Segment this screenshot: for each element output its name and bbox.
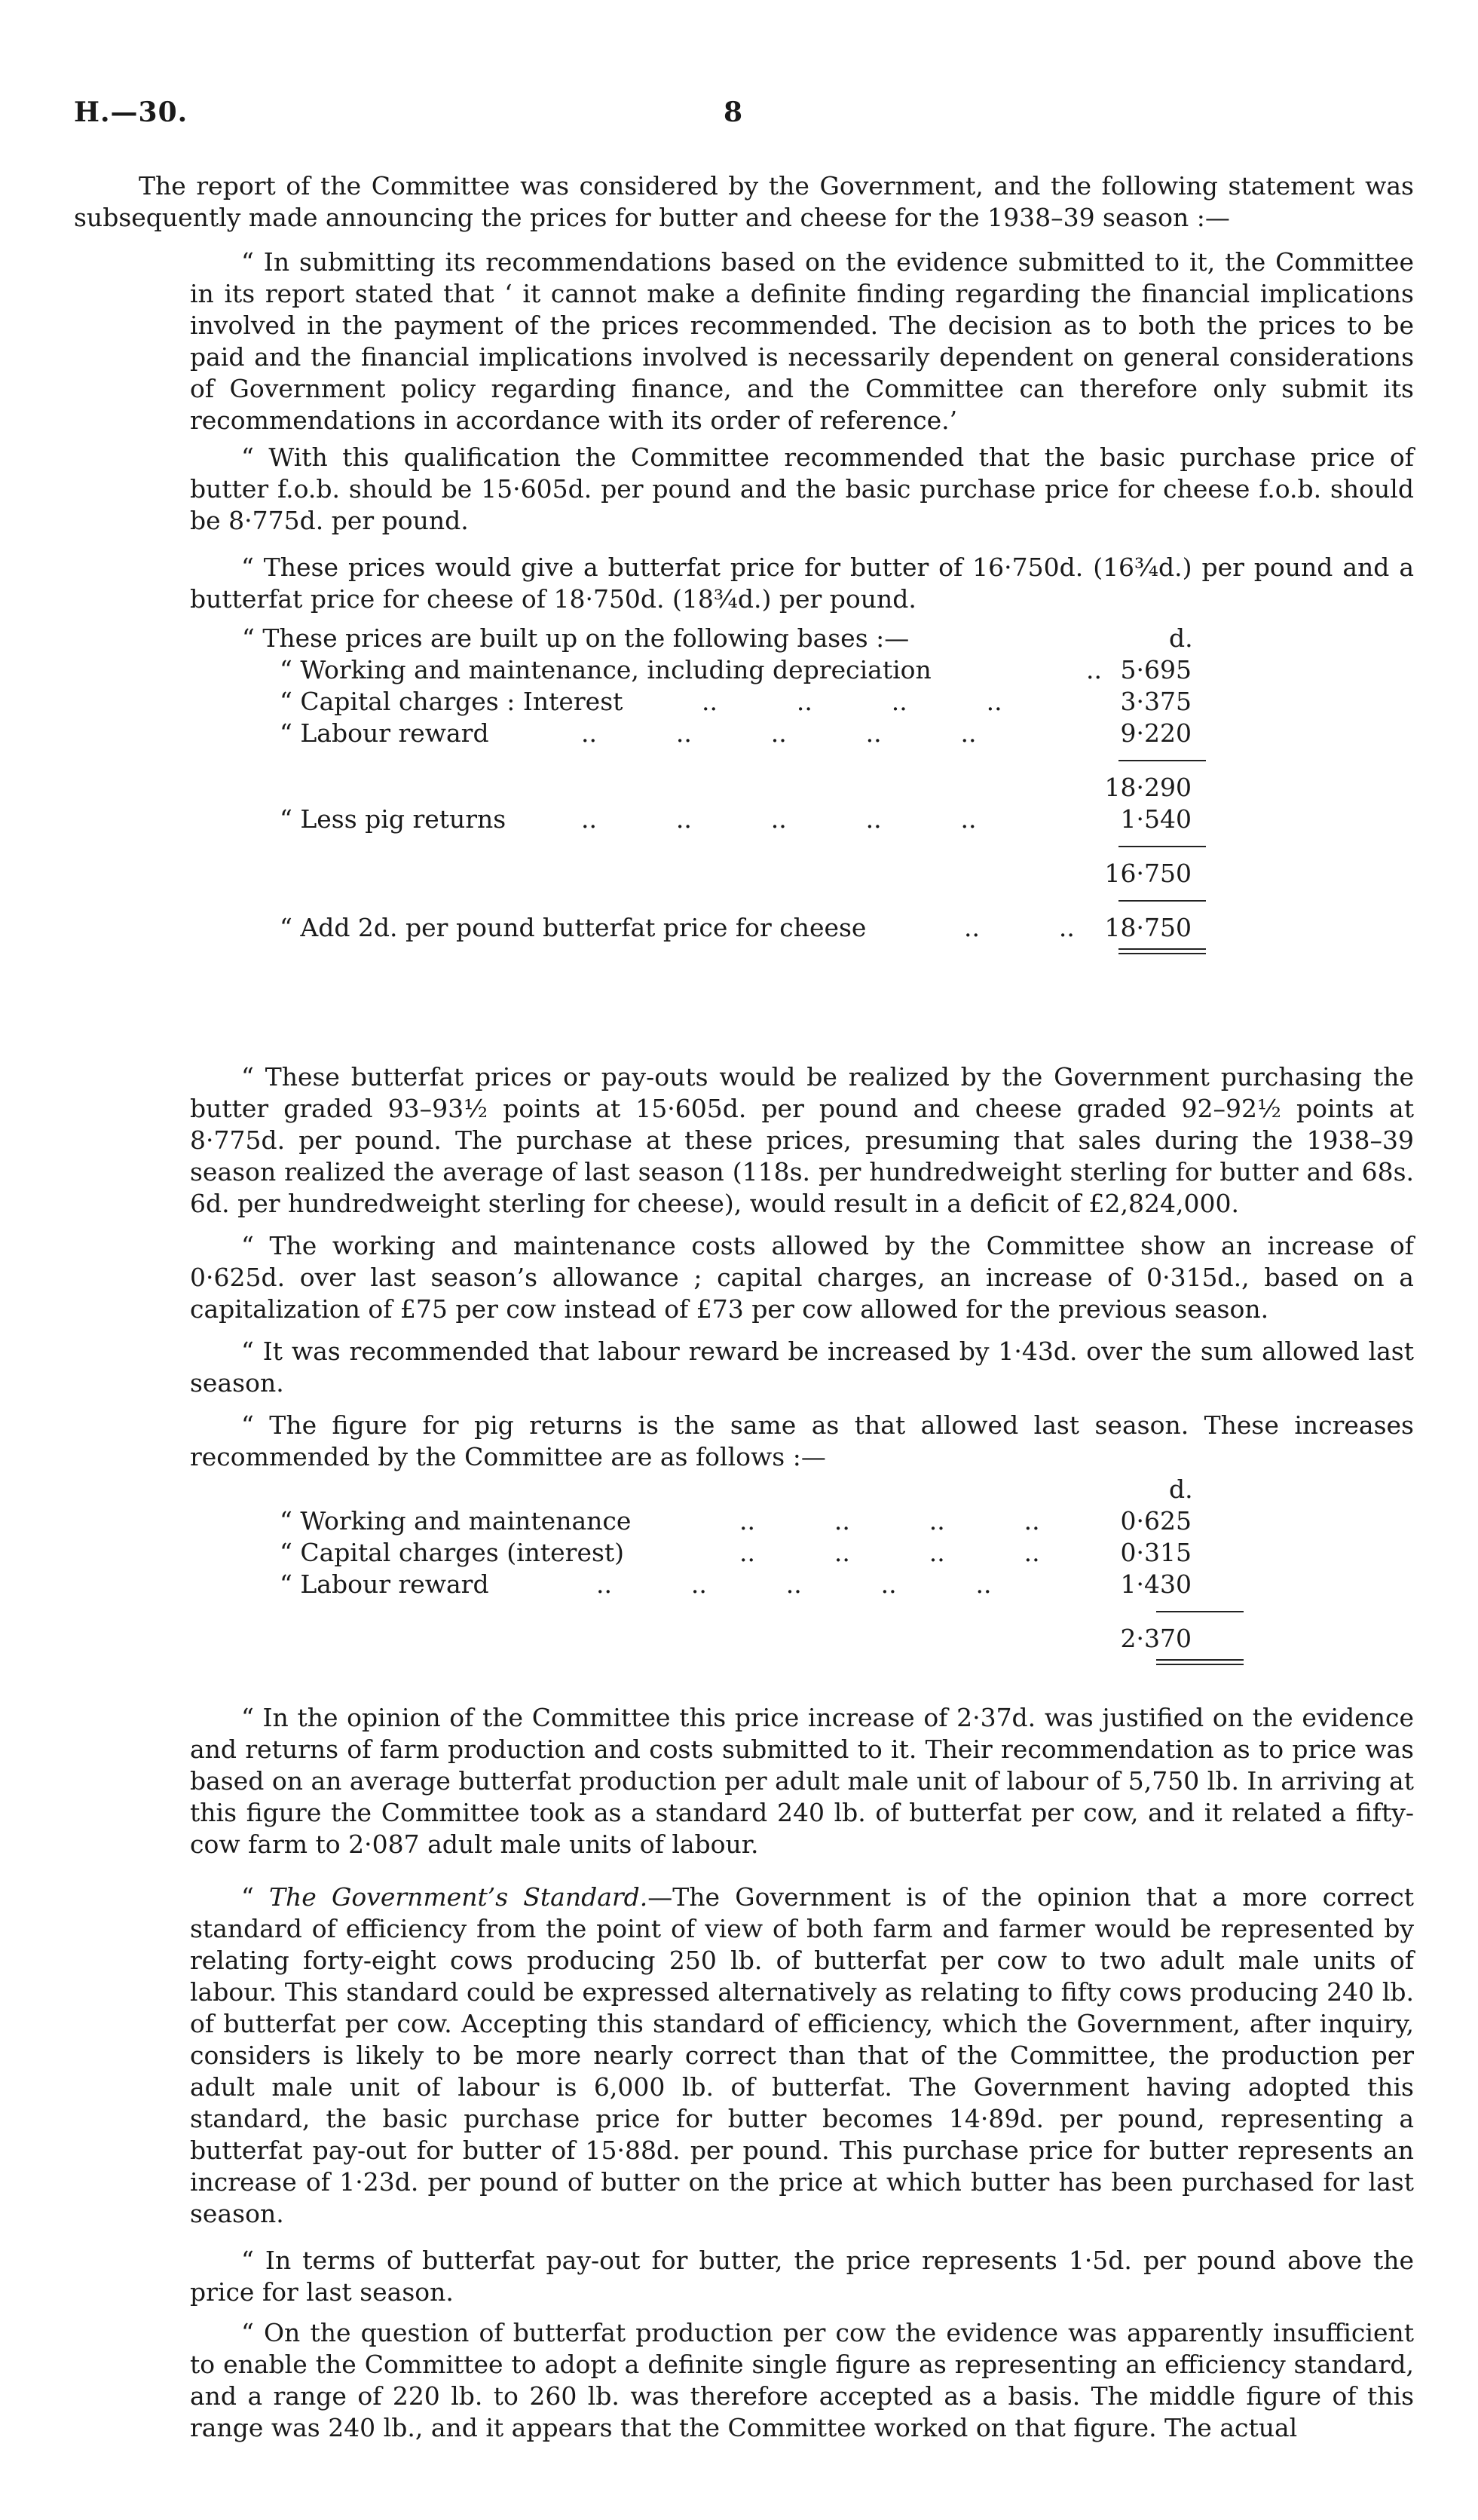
paragraph-butterfat-prices: “ These prices would give a butterfat price for butter of 16·750d. (16¾d.) per pound and a butterfat price for cheese of 18·750d. (18¾d.) per pound. [190, 553, 1414, 614]
total-rule [1156, 1611, 1244, 1612]
leader-dots: .. .. .. .. [739, 1506, 1040, 1536]
total-double-rule [1118, 948, 1206, 950]
leader-dots: .. [1086, 655, 1102, 684]
paragraph-committee-opinion: “ In the opinion of the Committee this price increase of 2·37d. was justified on the evidence and returns of farm production and costs submitted to it. Their recommendation as to price was based on an average butterfat production per adult male unit of labour of 5,750 lb. In arriving at this figure the Committee took as a standard 240 lb. of butterfat per cow, and it related a fifty-cow farm to 2·087 adult male units of labour. [190, 1703, 1414, 1859]
subtotal-value: 18·290 [1104, 773, 1192, 802]
row-label: “ Labour reward [280, 718, 489, 748]
net-rule [1118, 846, 1206, 847]
row-value: 3·375 [1120, 687, 1192, 716]
add-rule [1118, 900, 1206, 902]
leader-dots: .. .. .. .. .. [581, 804, 977, 834]
paragraph-labour-reward: “ It was recommended that labour reward be increased by 1·43d. over the sum allowed last season. [190, 1337, 1414, 1398]
paragraph-working-costs: “ The working and maintenance costs allowed by the Committee show an increase of 0·625d. over last season’s allowance ; capital charges, an increase of 0·315d., based on a capitalization of £75 per cow instead of £73 per cow allowed for the previous season. [190, 1231, 1414, 1324]
row-value: 5·695 [1120, 655, 1192, 684]
row-value: 1·430 [1120, 1569, 1192, 1599]
subtotal-rule [1118, 760, 1206, 761]
row-value: 9·220 [1120, 718, 1192, 748]
paragraph-payouts: “ These butterfat prices or pay-outs would be realized by the Government purchasing the butter graded 93–93½ points at 15·605d. per pound and cheese graded 92–92½ points at 8·775d. per pound. The purchase at these prices, presuming that sales during the 1938–39 season realized the average of last season (118s. per hundredweight sterling for butter and 68s. 6d. per hundredweight sterling for cheese), would result in a deficit of £2,824,000. [190, 1062, 1414, 1218]
row-label: “ Working and maintenance, including depreciation [280, 655, 932, 684]
row-label: “ Labour reward [280, 1569, 489, 1599]
pence-column-header: d. [1169, 1474, 1193, 1504]
paragraph-qualification: “ With this qualification the Committee recommended that the basic purchase price of butter f.o.b. should be 15·605d. per pound and the basic purchase price for cheese f.o.b. should be 8·775d. per pound. [190, 442, 1414, 535]
paragraph-government-standard [190, 1882, 1414, 2230]
increases-table [280, 1474, 1222, 1670]
row-value: 1·540 [1120, 804, 1192, 834]
pence-column-header: d. [1169, 623, 1193, 653]
leader-dots: .. .. [964, 913, 1075, 942]
row-value: 0·625 [1120, 1506, 1192, 1536]
total-double-rule [1156, 1659, 1244, 1661]
row-value: 0·315 [1120, 1538, 1192, 1567]
paragraph-committee-report: “ In submitting its recommendations based on the evidence submitted to it, the Committee in its report stated that ‘ it cannot make a definite finding regarding the financial implications involved in the payment of the prices recommended. The decision as to both the prices to be paid and the financial implications involved is necessarily dependent on general considerations of Government policy regarding finance, and the Committee can therefore only submit its recommendations in accordance with its order of reference.’ [190, 247, 1414, 435]
paragraph-body: —The Government is of the opinion that a more correct standard of efficiency from the point of view of both farm and farmer would be represented by relating forty-eight cows producing 250 lb. of butterfat per cow to two adult male units of labour. This standard could be expressed alternatively as relating to fifty cows producing 240 lb. of butterfat per cow. Accepting this standard of efficiency, which the Government, after inquiry, considers is likely to be more nearly correct than that of the Committee, the production per adult male unit of labour is 6,000 lb. of butterfat. The Government having adopted this standard, the basic purchase price for butter becomes 14·89d. per pound, representing a butterfat pay-out for butter of 15·88d. per pound. This purchase price for butter represents an increase of 1·23d. per pound of butter on the price at which butter has been purchased for last season. [190, 1882, 1414, 2228]
leader-dots: .. .. .. .. .. [596, 1569, 992, 1599]
row-label: “ Add 2d. per pound butterfat price for cheese [280, 913, 867, 942]
leader-dots: .. .. .. .. [702, 687, 1002, 716]
report-reference: H.—30. [74, 96, 188, 128]
opening-quote: “ [241, 1882, 270, 1912]
intro-paragraph: The report of the Committee was considered by the Government, and the following statement was subsequently made announcing the prices for butter and cheese for the 1938–39 season :— [74, 171, 1414, 232]
page-number: 8 [724, 96, 743, 128]
total-value: 2·370 [1120, 1624, 1192, 1653]
paragraph-pig-returns: “ The figure for pig returns is the same as that allowed last season. These increases recommended by the Committee are as follows :— [190, 1410, 1414, 1471]
row-label: “ Less pig returns [280, 804, 506, 834]
row-label: “ Capital charges (interest) [280, 1538, 625, 1567]
row-label: “ Capital charges : Interest [280, 687, 623, 716]
price-bases-table [242, 623, 1222, 1015]
row-label: “ Working and maintenance [280, 1506, 632, 1536]
section-title: The Government’s Standard. [269, 1882, 648, 1912]
paragraph-production-per-cow: “ On the question of butterfat production per cow the evidence was apparently insufficient to enable the Committee to adopt a definite single figure as representing an efficiency standard, and a range of 220 lb. to 260 lb. was therefore accepted as a basis. The middle figure of this range was 240 lb., and it appears that the Committee worked on that figure. The actual [190, 2318, 1414, 2442]
leader-dots: .. .. .. .. [739, 1538, 1040, 1567]
table-intro: “ These prices are built up on the following bases :— [242, 623, 910, 653]
paragraph-payout-terms: “ In terms of butterfat pay-out for butter, the price represents 1·5d. per pound above the price for last season. [190, 2246, 1414, 2307]
net-value: 16·750 [1104, 859, 1192, 888]
row-value: 18·750 [1104, 913, 1192, 942]
leader-dots: .. .. .. .. .. [581, 718, 977, 748]
